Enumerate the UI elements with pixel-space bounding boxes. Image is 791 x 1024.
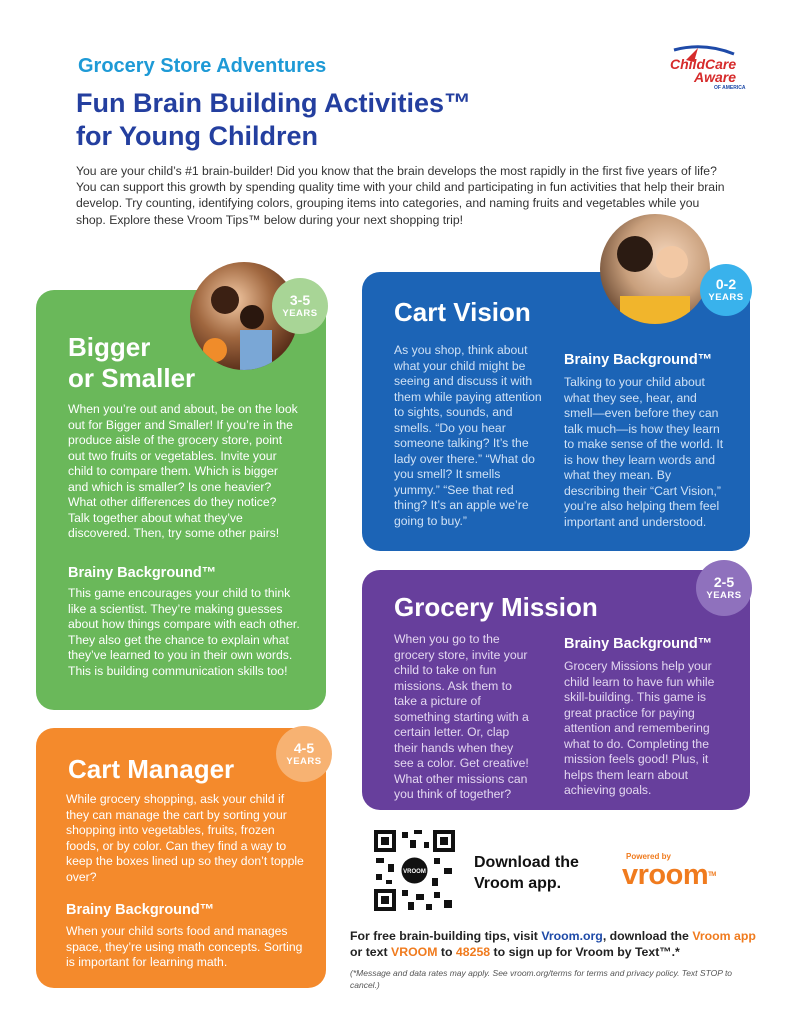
page-subtitle: Grocery Store Adventures (78, 55, 327, 77)
cart-vision-title: Cart Vision (394, 297, 531, 327)
grocery-mission-bb-body: Grocery Missions help your child learn to have fun while skill-building. This game is great practice for paying attention and remembering what to do. Completing the mission feels good! Plus, it helps them learn about achieving goals. (564, 659, 715, 797)
cart-vision-bb-body: Talking to your child about what they see, hear, and smell—even before they can talk much—is how they learn to make sense of the world. It is how they learn words and what they mean. By describing their “Cart Vision,” you’re also helping them feel important and understood. (564, 375, 724, 529)
bigger-bb-body: This game encourages your child to think like a scientist. They’re making guesses about how things compare with each other. They also get the chance to explain what they’ve learned to you in their own words. This is building communication skills too! (68, 586, 300, 678)
qr-code-icon (372, 828, 457, 913)
fine-print: (*Message and data rates may apply. See vroom.org/terms for terms and privacy policy. Text STOP to cancel.) (350, 968, 733, 990)
download-app-text (474, 852, 579, 894)
grocery-mission-card (362, 570, 750, 810)
vroom-wordmark (622, 861, 752, 889)
vroom-keyword: VROOM (391, 945, 438, 959)
vroom-app-link[interactable]: Vroom app (692, 929, 756, 943)
cart-vision-photo (600, 214, 710, 324)
vroom-tm: TM (708, 872, 716, 878)
cart-vision-age: 0-2 (715, 276, 737, 292)
grocery-mission-age-badge (696, 560, 752, 616)
qr-code[interactable] (372, 828, 457, 913)
vroom-logo (622, 852, 752, 892)
cart-manager-age: 4-5 (293, 740, 315, 756)
logo-text-1: ChildCare (670, 56, 737, 72)
title-line-2: for Young Children (76, 121, 318, 151)
title-line-1: Fun Brain Building Activities™ (76, 88, 472, 118)
cta-part-4: to (437, 945, 456, 959)
bigger-bb-title: Brainy Background™ (68, 565, 217, 581)
download-line-1: Download the (474, 854, 579, 871)
cart-manager-bb-body: When your child sorts food and manages space, they’re using math concepts. Sorting is important for learning math. (66, 924, 303, 969)
grocery-mission-bb-title: Brainy Background™ (564, 636, 713, 652)
logo-tag: OF AMERICA (714, 85, 746, 91)
cta-text (350, 928, 770, 960)
powered-by-label: Powered by (626, 852, 671, 861)
cart-vision-years: YEARS (708, 292, 744, 303)
grocery-mission-age: 2-5 (713, 574, 735, 590)
cart-manager-body: While grocery shopping, ask your child if they can manage the cart by sorting your shopping into vegetables, fruits, frozen foods, or by color. Can they find a way to keep the boxes lined up so they don’t topple over? (66, 792, 304, 884)
page-title (76, 87, 471, 153)
intro-paragraph: You are your child’s #1 brain-builder! Did you know that the brain develops the most rapidly in the first five years of life? You can support this growth by spending quality time with your child and participating in fun activities that help their brain develop. Try counting, identifying colors, grouping items into categories, and naming fruits and vegetables while you shop. Explore these Vroom Tips™ below during your next shopping trip! (76, 164, 725, 227)
cart-manager-title: Cart Manager (68, 754, 235, 784)
qr-center-label: VROOM (403, 869, 426, 875)
grocery-mission-body: When you go to the grocery store, invite your child to take on fun missions. Ask them to take a picture of something starting with a certain letter. Or, clap their hands when they see a color. Get creative! What other missions can you think of together? (394, 632, 529, 801)
cart-manager-bb-title: Brainy Background™ (66, 902, 215, 918)
cart-manager-years: YEARS (286, 756, 322, 767)
cta-part-2: , download the (602, 929, 693, 943)
grocery-mission-years: YEARS (706, 590, 742, 601)
bigger-age-badge (272, 278, 328, 334)
cta-part-1: For free brain-building tips, visit (350, 929, 542, 943)
parent-baby-photo-icon (600, 214, 710, 324)
bigger-smaller-body: When you’re out and about, be on the look out for Bigger and Smaller! If you’re in the produce aisle of the grocery store, point out two fruits or vegetables. Invite your child to compare them. Which is bigger and which is smaller? Is one heavier? What other differences do they notice? Talk together about what they’ve discovered. Then, try some other pairs! (68, 402, 298, 540)
cart-vision-bb-title: Brainy Background™ (564, 352, 713, 368)
cta-part-5: to sign up for Vroom by Text™.* (490, 945, 680, 959)
bigger-years: YEARS (282, 308, 318, 319)
cta-part-3: or text (350, 945, 391, 959)
download-line-2: Vroom app. (474, 875, 562, 892)
cart-manager-age-badge (276, 726, 332, 782)
cart-vision-age-badge (700, 264, 752, 316)
bigger-smaller-title (68, 332, 195, 394)
text-number: 48258 (455, 945, 491, 959)
cart-vision-card (362, 272, 750, 551)
grocery-mission-title: Grocery Mission (394, 592, 598, 622)
cart-vision-body: As you shop, think about what your child might be seeing and discuss it with them while paying attention to sights, sounds, and smells. “Do you hear someone talking? It’s the lady over there.” “What do you smell? It smells yummy.” “See that red thing? It’s an apple we’re going to buy.” (394, 343, 542, 528)
childcare-aware-logo (664, 44, 754, 94)
logo-text-2: Aware (694, 69, 737, 85)
bigger-age: 3-5 (289, 292, 311, 308)
bigger-title-line-1: Bigger (68, 332, 151, 362)
bigger-title-line-2: or Smaller (68, 363, 196, 393)
vroom-org-link[interactable]: Vroom.org (541, 929, 603, 943)
vroom-wordmark-text: vroom (622, 859, 709, 891)
